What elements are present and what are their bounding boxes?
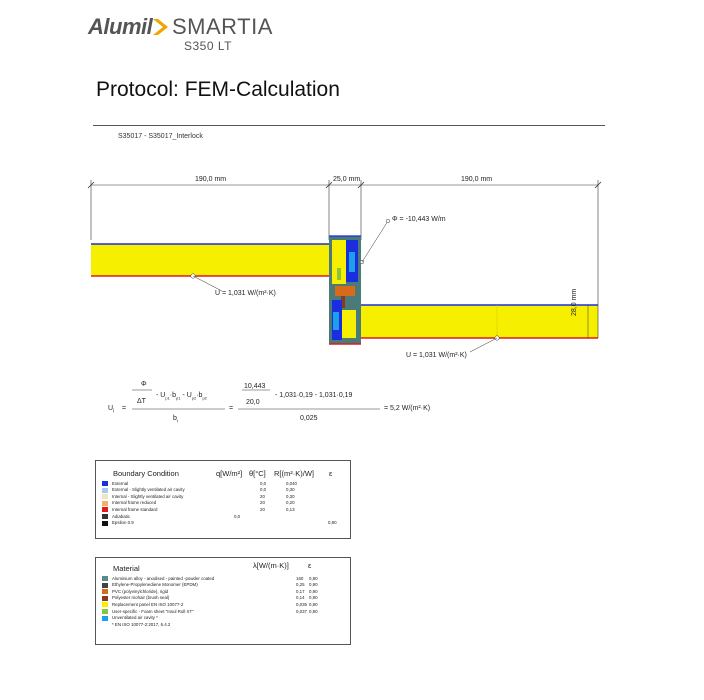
material-row-eps: 0,90 (309, 588, 318, 594)
section-label: S35017 - S35017_Interlock (118, 133, 203, 140)
material-row-eps: 0,90 (309, 608, 318, 614)
material-row-label: Ethylene-Propylenediene Monomer (EPDM) (112, 582, 198, 588)
formula-b: $b_f$ (173, 415, 179, 424)
dimension-right: 190,0 mm (461, 176, 493, 183)
material-swatch (102, 609, 108, 614)
boundary-row-q: 0,0 (234, 513, 241, 519)
material-swatch (102, 602, 108, 607)
material-row-label: PVC (polyvinylchloride), rigid (112, 588, 169, 594)
material-row-lambda: 0,037 (296, 608, 307, 614)
boundary-swatch (102, 481, 108, 486)
boundary-row-r: 0,30 (286, 487, 295, 493)
boundary-row-theta: 0,0 (260, 480, 267, 486)
boundary-row-theta: 20 (260, 493, 265, 499)
material-row-label: Polyester mohair (brush seal) (112, 595, 170, 601)
heat-flow-phi: Φ = -10,443 W/m (392, 216, 446, 223)
material-row-lambda: 0,17 (296, 588, 305, 594)
material-row-lambda: 0,25 (296, 582, 305, 588)
material-swatch (102, 583, 108, 588)
boundary-swatch (102, 494, 108, 499)
boundary-condition-table (95, 460, 351, 539)
material-row-label: Replacement panel EN ISO 10077-2 (112, 601, 184, 607)
material-swatch (102, 589, 108, 594)
boundary-row-r: 0,040 (286, 480, 297, 486)
formula-num-denominator: 20,0 (246, 399, 260, 406)
formula-lhs: $U_i$ (108, 405, 115, 415)
material-row-lambda: 160 (296, 575, 304, 581)
material-row-eps: 0,90 (309, 595, 318, 601)
dimension-thickness: 28,0 mm (571, 288, 578, 316)
material-row-label: Aluminium alloy - anodised - painted -powder coated (112, 575, 215, 581)
boundary-row-theta: 20 (260, 506, 265, 512)
boundary-row-theta: 20 (260, 500, 265, 506)
material-row-eps: 0,90 (309, 575, 318, 581)
dimension-middle: 25,0 mm (333, 176, 361, 183)
dimension-left: 190,0 mm (195, 176, 227, 183)
boundary-col-q: q[W/m²] (216, 469, 243, 478)
formula-num-value: 10,443 (244, 383, 266, 390)
material-table (95, 557, 351, 645)
formula-delta-t: ΔT (137, 398, 146, 405)
material-swatch (102, 616, 108, 621)
material-row-eps: 0,90 (309, 582, 318, 588)
boundary-row-label: Internal - Slightly ventilated air cavity (112, 493, 184, 499)
material-swatch (102, 576, 108, 581)
boundary-swatch (102, 521, 108, 526)
boundary-col-theta: θ[°C] (249, 469, 266, 478)
product-name: SMARTIA (172, 14, 273, 39)
boundary-col-eps: ε (329, 469, 333, 478)
material-row-label: Unventilated air cavity * (112, 615, 158, 621)
boundary-swatch (102, 501, 108, 506)
boundary-row-label: Internal frame standard (112, 506, 158, 512)
material-swatch (102, 596, 108, 601)
formula-terms-value: - 1,031·0,19 - 1,031·0,19 (275, 392, 353, 399)
boundary-row-label: Epsilon 0.9 (112, 520, 134, 526)
boundary-row-label: External (112, 480, 129, 486)
boundary-row-label: Adiabatic (112, 513, 131, 519)
boundary-row-label: External - Slightly ventilated air cavity (112, 487, 185, 493)
formula-result: = 5,2 W/(m²·K) (384, 405, 431, 412)
boundary-swatch (102, 488, 108, 493)
boundary-col-r: R[(m²·K)/W] (274, 469, 314, 478)
material-row-label: * EN ISO 10077-2:2017, 6.4.2 (112, 621, 171, 627)
boundary-row-eps: 0,90 (328, 520, 337, 526)
boundary-row-r: 0,13 (286, 506, 295, 512)
boundary-row-theta: 0,0 (260, 487, 267, 493)
material-title: Material (113, 564, 140, 573)
formula-den-value: 0,025 (300, 415, 318, 422)
boundary-row-r: 0,20 (286, 500, 295, 506)
brand-logo-text: Alumil (88, 14, 153, 39)
boundary-row-r: 0,30 (286, 493, 295, 499)
u-value-right: U = 1,031 W/(m²·K) (406, 352, 467, 359)
material-row-lambda: 0,14 (296, 595, 305, 601)
material-col-eps: ε (308, 561, 312, 570)
product-series: S350 LT (184, 39, 232, 53)
page-title: Protocol: FEM-Calculation (96, 78, 340, 101)
formula-phi: Φ (141, 381, 147, 388)
boundary-row-label: Internal frame reduced (112, 500, 157, 506)
material-col-lambda: λ[W/(m·K)] (253, 561, 289, 570)
material-row-eps: 0,90 (309, 601, 318, 607)
formula-terms: - $U_{p1}\cdot b_{p1} - U_{p2}\cdot b_{p2}$ (156, 392, 207, 401)
u-value-left: U = 1,031 W/(m²·K) (215, 290, 276, 297)
material-row-label: User-specific - Foam sheet "Insul Roll XT" (112, 608, 194, 614)
material-row-lambda: 0,035 (296, 601, 307, 607)
boundary-swatch (102, 514, 108, 519)
boundary-title: Boundary Condition (113, 469, 179, 478)
boundary-swatch (102, 507, 108, 512)
